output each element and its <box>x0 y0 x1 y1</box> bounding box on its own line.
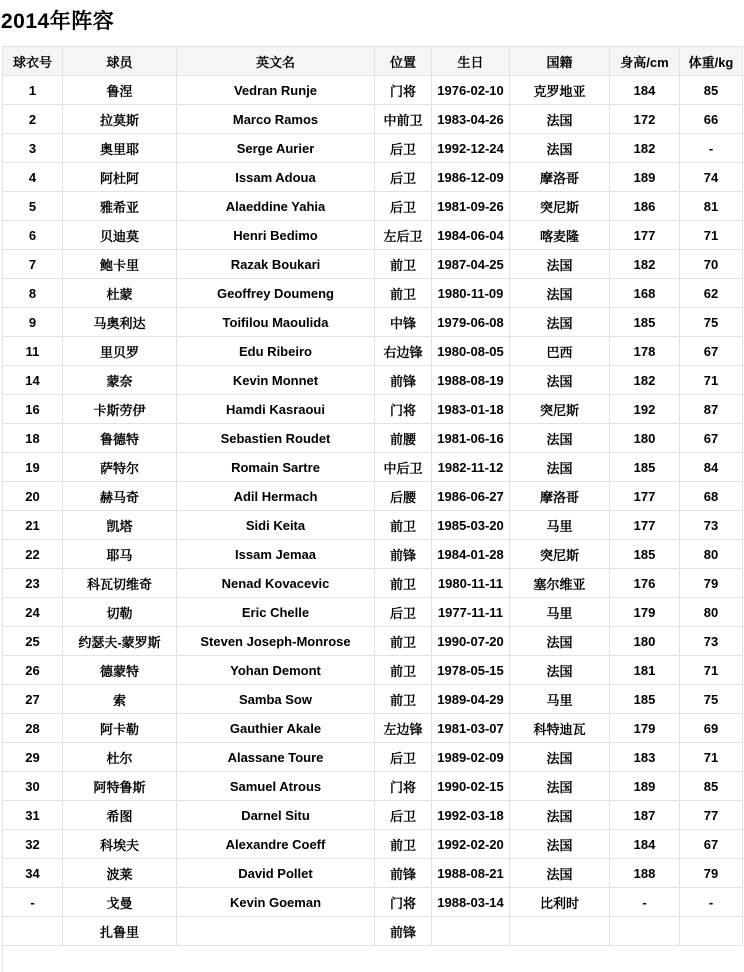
table-cell: 巴西 <box>510 337 610 366</box>
table-cell: 1990-07-20 <box>432 627 510 656</box>
column-header-position: 位置 <box>375 47 432 76</box>
table-cell <box>610 917 680 946</box>
table-cell: David Pollet <box>177 859 375 888</box>
table-cell: 1980-11-09 <box>432 279 510 308</box>
table-row <box>3 308 743 337</box>
table-cell: 奥里耶 <box>63 134 177 163</box>
table-cell: 4 <box>3 163 63 192</box>
table-cell: 185 <box>610 540 680 569</box>
table-cell: 希图 <box>63 801 177 830</box>
table-cell: 1988-03-14 <box>432 888 510 917</box>
table-cell: 34 <box>3 859 63 888</box>
table-cell: 1985-03-20 <box>432 511 510 540</box>
table-cell: Geoffrey Doumeng <box>177 279 375 308</box>
table-cell: 法国 <box>510 743 610 772</box>
table-cell: 里贝罗 <box>63 337 177 366</box>
table-cell: 66 <box>680 105 743 134</box>
table-cell: 181 <box>610 656 680 685</box>
table-row <box>3 482 743 511</box>
table-cell: 凯塔 <box>63 511 177 540</box>
table-cell: 6 <box>3 221 63 250</box>
table-cell: 67 <box>680 337 743 366</box>
table-cell: 前卫 <box>375 830 432 859</box>
table-cell: 73 <box>680 627 743 656</box>
table-cell: 185 <box>610 453 680 482</box>
table-cell: 71 <box>680 656 743 685</box>
table-cell: 1977-11-11 <box>432 598 510 627</box>
table-cell: 门将 <box>375 395 432 424</box>
table-cell: 70 <box>680 250 743 279</box>
table-cell: 180 <box>610 424 680 453</box>
table-cell: 80 <box>680 598 743 627</box>
squad-table <box>2 46 743 946</box>
table-cell: 1989-04-29 <box>432 685 510 714</box>
table-cell: 雅希亚 <box>63 192 177 221</box>
table-cell: Samba Sow <box>177 685 375 714</box>
table-cell: 前卫 <box>375 656 432 685</box>
table-cell: 185 <box>610 308 680 337</box>
table-cell: 法国 <box>510 801 610 830</box>
table-row <box>3 279 743 308</box>
table-cell: 杜尔 <box>63 743 177 772</box>
table-cell: 1992-12-24 <box>432 134 510 163</box>
table-cell: 21 <box>3 511 63 540</box>
table-row <box>3 801 743 830</box>
column-header-jersey-number: 球衣号 <box>3 47 63 76</box>
table-cell: 1984-01-28 <box>432 540 510 569</box>
table-cell: 192 <box>610 395 680 424</box>
table-cell: 3 <box>3 134 63 163</box>
table-cell: 法国 <box>510 656 610 685</box>
table-cell: Sidi Keita <box>177 511 375 540</box>
table-cell: 科瓦切维奇 <box>63 569 177 598</box>
table-cell: 5 <box>3 192 63 221</box>
table-cell: 前锋 <box>375 917 432 946</box>
table-cell: 14 <box>3 366 63 395</box>
table-cell: 阿特鲁斯 <box>63 772 177 801</box>
table-cell: 180 <box>610 627 680 656</box>
table-cell <box>510 917 610 946</box>
table-cell: 87 <box>680 395 743 424</box>
table-cell: 门将 <box>375 772 432 801</box>
table-cell: 179 <box>610 598 680 627</box>
table-cell: 182 <box>610 250 680 279</box>
table-cell: 1982-11-12 <box>432 453 510 482</box>
table-cell: 172 <box>610 105 680 134</box>
table-cell: 179 <box>610 714 680 743</box>
table-cell: 183 <box>610 743 680 772</box>
table-row <box>3 163 743 192</box>
table-cell: 中前卫 <box>375 105 432 134</box>
table-cell: 法国 <box>510 366 610 395</box>
table-cell <box>432 917 510 946</box>
table-cell: 突尼斯 <box>510 540 610 569</box>
table-cell: 戈曼 <box>63 888 177 917</box>
table-cell: 1992-02-20 <box>432 830 510 859</box>
table-cell: 1986-06-27 <box>432 482 510 511</box>
table-row <box>3 830 743 859</box>
table-cell: 前卫 <box>375 250 432 279</box>
table-cell: 前锋 <box>375 366 432 395</box>
table-cell: 30 <box>3 772 63 801</box>
table-cell: 克罗地亚 <box>510 76 610 105</box>
table-cell: 23 <box>3 569 63 598</box>
table-cell: 法国 <box>510 105 610 134</box>
table-cell: 法国 <box>510 250 610 279</box>
table-row <box>3 685 743 714</box>
table-cell: 德蒙特 <box>63 656 177 685</box>
table-cell: 突尼斯 <box>510 395 610 424</box>
table-cell: Kevin Monnet <box>177 366 375 395</box>
table-cell: 80 <box>680 540 743 569</box>
table-cell: 拉莫斯 <box>63 105 177 134</box>
table-cell: 81 <box>680 192 743 221</box>
table-cell: 索 <box>63 685 177 714</box>
table-cell: 20 <box>3 482 63 511</box>
table-row <box>3 221 743 250</box>
table-cell: 科埃夫 <box>63 830 177 859</box>
table-cell <box>680 917 743 946</box>
table-cell: 69 <box>680 714 743 743</box>
table-cell: 77 <box>680 801 743 830</box>
table-cell: 1988-08-21 <box>432 859 510 888</box>
table-row <box>3 743 743 772</box>
table-cell: 71 <box>680 743 743 772</box>
table-cell: Nenad Kovacevic <box>177 569 375 598</box>
table-cell: Issam Adoua <box>177 163 375 192</box>
table-cell: 9 <box>3 308 63 337</box>
table-cell: 177 <box>610 511 680 540</box>
table-row <box>3 888 743 917</box>
table-cell: 赫马奇 <box>63 482 177 511</box>
table-cell: Issam Jemaa <box>177 540 375 569</box>
table-cell: - <box>680 134 743 163</box>
table-cell: 约瑟夫-蒙罗斯 <box>63 627 177 656</box>
table-cell: Serge Aurier <box>177 134 375 163</box>
table-cell: Toifilou Maoulida <box>177 308 375 337</box>
table-cell: 28 <box>3 714 63 743</box>
table-cell: 左边锋 <box>375 714 432 743</box>
table-cell: 前腰 <box>375 424 432 453</box>
table-cell: 79 <box>680 859 743 888</box>
table-cell: 29 <box>3 743 63 772</box>
table-cell: 波莱 <box>63 859 177 888</box>
table-cell: Kevin Goeman <box>177 888 375 917</box>
table-cell: 鲁涅 <box>63 76 177 105</box>
table-cell: 前卫 <box>375 279 432 308</box>
table-cell: 突尼斯 <box>510 192 610 221</box>
column-header-weight: 体重/kg <box>680 47 743 76</box>
table-cell: 后卫 <box>375 598 432 627</box>
table-cell: 1988-08-19 <box>432 366 510 395</box>
table-row <box>3 424 743 453</box>
table-cell: 1976-02-10 <box>432 76 510 105</box>
table-cell: 187 <box>610 801 680 830</box>
table-row <box>3 76 743 105</box>
table-cell: 67 <box>680 830 743 859</box>
table-cell: 73 <box>680 511 743 540</box>
table-cell: - <box>3 888 63 917</box>
table-cell: 1 <box>3 76 63 105</box>
table-cell: 177 <box>610 482 680 511</box>
table-row <box>3 598 743 627</box>
table-cell: Samuel Atrous <box>177 772 375 801</box>
table-cell: - <box>680 888 743 917</box>
table-row <box>3 627 743 656</box>
table-cell: Edu Ribeiro <box>177 337 375 366</box>
table-cell: 1983-04-26 <box>432 105 510 134</box>
table-cell: 189 <box>610 772 680 801</box>
table-row <box>3 453 743 482</box>
table-cell: 后卫 <box>375 192 432 221</box>
table-cell: 法国 <box>510 134 610 163</box>
table-cell: - <box>610 888 680 917</box>
table-cell: 鲍卡里 <box>63 250 177 279</box>
table-cell: 后卫 <box>375 743 432 772</box>
table-cell: 71 <box>680 366 743 395</box>
table-cell: 1978-05-15 <box>432 656 510 685</box>
table-cell: 喀麦隆 <box>510 221 610 250</box>
table-cell: 32 <box>3 830 63 859</box>
table-row <box>3 772 743 801</box>
table-cell <box>3 917 63 946</box>
table-cell: 184 <box>610 76 680 105</box>
column-header-english-name: 英文名 <box>177 47 375 76</box>
table-cell: 摩洛哥 <box>510 163 610 192</box>
table-cell: Hamdi Kasraoui <box>177 395 375 424</box>
table-cell: 法国 <box>510 830 610 859</box>
table-cell: 右边锋 <box>375 337 432 366</box>
table-cell: 26 <box>3 656 63 685</box>
table-cell: 1981-09-26 <box>432 192 510 221</box>
table-cell: 塞尔维亚 <box>510 569 610 598</box>
table-cell: 19 <box>3 453 63 482</box>
table-row <box>3 395 743 424</box>
table-cell: 185 <box>610 685 680 714</box>
table-cell <box>177 917 375 946</box>
table-cell: 阿杜阿 <box>63 163 177 192</box>
table-cell: 马里 <box>510 685 610 714</box>
table-cell: 71 <box>680 221 743 250</box>
table-cell: Steven Joseph-Monrose <box>177 627 375 656</box>
table-cell: 1989-02-09 <box>432 743 510 772</box>
table-cell: 1980-08-05 <box>432 337 510 366</box>
table-cell: 鲁德特 <box>63 424 177 453</box>
table-cell: 门将 <box>375 888 432 917</box>
table-cell: 1990-02-15 <box>432 772 510 801</box>
table-cell: 75 <box>680 308 743 337</box>
table-cell: Gauthier Akale <box>177 714 375 743</box>
table-cell: 前锋 <box>375 540 432 569</box>
table-cell: 摩洛哥 <box>510 482 610 511</box>
table-cell: 68 <box>680 482 743 511</box>
table-cell: 门将 <box>375 76 432 105</box>
table-cell: 182 <box>610 366 680 395</box>
table-cell: 7 <box>3 250 63 279</box>
table-cell: 前卫 <box>375 627 432 656</box>
table-cell: 85 <box>680 772 743 801</box>
table-cell: 85 <box>680 76 743 105</box>
column-header-nationality: 国籍 <box>510 47 610 76</box>
table-cell: 2 <box>3 105 63 134</box>
table-cell: 法国 <box>510 859 610 888</box>
column-header-height: 身高/cm <box>610 47 680 76</box>
table-cell: 8 <box>3 279 63 308</box>
table-cell: 后腰 <box>375 482 432 511</box>
table-cell: Sebastien Roudet <box>177 424 375 453</box>
table-cell: 25 <box>3 627 63 656</box>
table-cell: 法国 <box>510 308 610 337</box>
table-row <box>3 511 743 540</box>
table-cell: 后卫 <box>375 163 432 192</box>
table-cell: 184 <box>610 830 680 859</box>
table-cell: Marco Ramos <box>177 105 375 134</box>
table-cell: 31 <box>3 801 63 830</box>
table-cell: Vedran Runje <box>177 76 375 105</box>
table-cell: 法国 <box>510 772 610 801</box>
table-cell: 前卫 <box>375 569 432 598</box>
table-cell: 前锋 <box>375 859 432 888</box>
table-cell: Razak Boukari <box>177 250 375 279</box>
table-cell: 1981-06-16 <box>432 424 510 453</box>
table-cell: 67 <box>680 424 743 453</box>
table-cell: 法国 <box>510 424 610 453</box>
table-cell: 科特迪瓦 <box>510 714 610 743</box>
table-cell: Yohan Demont <box>177 656 375 685</box>
table-row <box>3 540 743 569</box>
table-cell: 182 <box>610 134 680 163</box>
table-cell: 62 <box>680 279 743 308</box>
table-cell: 切勒 <box>63 598 177 627</box>
table-row <box>3 105 743 134</box>
table-cell: 1986-12-09 <box>432 163 510 192</box>
table-cell: 1981-03-07 <box>432 714 510 743</box>
table-cell: 1992-03-18 <box>432 801 510 830</box>
table-cell: 前卫 <box>375 685 432 714</box>
table-cell: 法国 <box>510 627 610 656</box>
table-cell: 27 <box>3 685 63 714</box>
column-header-player: 球员 <box>63 47 177 76</box>
table-row <box>3 656 743 685</box>
table-cell: Darnel Situ <box>177 801 375 830</box>
table-cell: 1979-06-08 <box>432 308 510 337</box>
table-row <box>3 859 743 888</box>
table-cell: 卡斯劳伊 <box>63 395 177 424</box>
table-cell: 马里 <box>510 511 610 540</box>
table-cell: 左后卫 <box>375 221 432 250</box>
table-cell: 177 <box>610 221 680 250</box>
table-cell: 萨特尔 <box>63 453 177 482</box>
table-cell: 16 <box>3 395 63 424</box>
table-cell: 176 <box>610 569 680 598</box>
table-cell: 法国 <box>510 453 610 482</box>
table-row <box>3 250 743 279</box>
table-cell: Alexandre Coeff <box>177 830 375 859</box>
table-cell: 22 <box>3 540 63 569</box>
table-row <box>3 192 743 221</box>
table-cell: 74 <box>680 163 743 192</box>
table-cell: 1984-06-04 <box>432 221 510 250</box>
table-cell: Eric Chelle <box>177 598 375 627</box>
table-cell: Alassane Toure <box>177 743 375 772</box>
table-cell: Alaeddine Yahia <box>177 192 375 221</box>
table-cell: 84 <box>680 453 743 482</box>
table-cell: 蒙奈 <box>63 366 177 395</box>
table-cell: 扎鲁里 <box>63 917 177 946</box>
table-cell: 75 <box>680 685 743 714</box>
table-cell: 189 <box>610 163 680 192</box>
table-cell: 1980-11-11 <box>432 569 510 598</box>
table-cell: 比利时 <box>510 888 610 917</box>
table-cell: 168 <box>610 279 680 308</box>
header-row <box>3 47 743 76</box>
partial-next-row <box>2 946 743 972</box>
table-cell: Adil Hermach <box>177 482 375 511</box>
table-body <box>3 76 743 946</box>
table-row <box>3 569 743 598</box>
table-cell: 18 <box>3 424 63 453</box>
table-cell: 1983-01-18 <box>432 395 510 424</box>
table-row <box>3 366 743 395</box>
table-cell: 法国 <box>510 279 610 308</box>
page-title: 2014年阵容 <box>1 10 115 33</box>
table-cell: 前卫 <box>375 511 432 540</box>
table-cell: 马奥利达 <box>63 308 177 337</box>
table-cell: 中锋 <box>375 308 432 337</box>
table-cell: 79 <box>680 569 743 598</box>
table-cell: 178 <box>610 337 680 366</box>
table-row <box>3 714 743 743</box>
table-row <box>3 337 743 366</box>
table-cell: 阿卡勒 <box>63 714 177 743</box>
table-cell: 马里 <box>510 598 610 627</box>
table-cell: Romain Sartre <box>177 453 375 482</box>
table-cell: 后卫 <box>375 134 432 163</box>
table-cell: 中后卫 <box>375 453 432 482</box>
table-cell: 11 <box>3 337 63 366</box>
column-header-birthday: 生日 <box>432 47 510 76</box>
table-cell: 后卫 <box>375 801 432 830</box>
table-cell: 杜蒙 <box>63 279 177 308</box>
table-row <box>3 134 743 163</box>
table-cell: 188 <box>610 859 680 888</box>
table-cell: 贝迪莫 <box>63 221 177 250</box>
table-cell: 186 <box>610 192 680 221</box>
table-cell: Henri Bedimo <box>177 221 375 250</box>
table-cell: 耶马 <box>63 540 177 569</box>
table-cell: 1987-04-25 <box>432 250 510 279</box>
table-cell: 24 <box>3 598 63 627</box>
table-row <box>3 917 743 946</box>
